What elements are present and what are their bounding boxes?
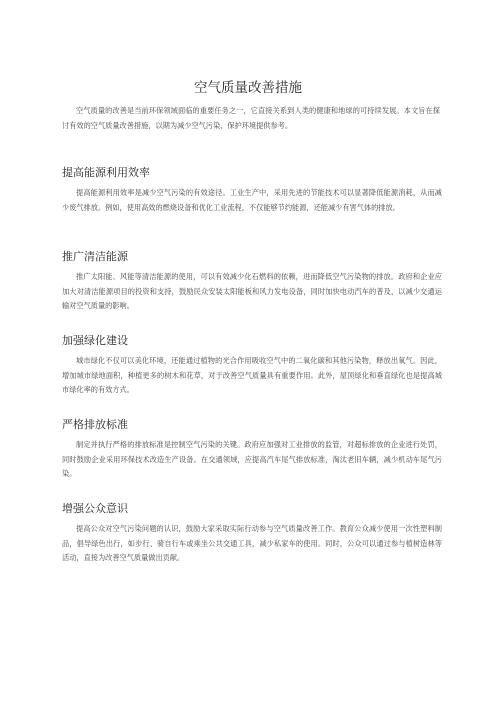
section-body: 提高能源利用效率是减少空气污染的有效途径。工业生产中，采用先进的节能技术可以显著降低能源消耗，从而减少废气排放。例如，使用高效的燃烧设备和优化工业流程，不仅能够节约能源，还能减少有害气体的排放。 [62,188,442,212]
section-clean-energy [62,249,442,314]
document-title: 空气质量改善措施 [194,80,302,96]
section-body: 提高公众对空气污染问题的认识，鼓励大家采取实际行动参与空气质量改善工作。教育公众减少使用一次性塑料制品，倡导绿色出行，如步行、骑自行车或乘坐公共交通工具，减少私家车的使用。同时，公众可以通过参与植树造林等活动，直接为改善空气质量做出贡献。 [62,524,442,563]
section-heading: 严格排放标准 [62,418,128,431]
section-heading: 提高能源利用效率 [62,166,150,179]
section-heading: 推广清洁能源 [62,250,128,263]
section-emission-standards [62,417,442,482]
section-energy-efficiency [62,165,442,215]
section-body: 城市绿化不仅可以美化环境，还能通过植物的光合作用吸收空气中的二氧化碳和其他污染物，释放出氧气。因此，增加城市绿地面积，种植更多的树木和花草，对于改善空气质量具有重要作用。此外，屋顶绿化和垂直绿化也是提高城市绿化率的有效方式。 [62,356,442,395]
section-heading: 加强绿化建设 [62,334,128,347]
section-public-awareness [62,501,442,566]
section-heading: 增强公众意识 [62,502,128,515]
section-body: 制定并执行严格的排放标准是控制空气污染的关键。政府应加强对工业排放的监管，对超标排放的企业进行处罚，同时鼓励企业采用环保技术改造生产设备。在交通领域，应提高汽车尾气排放标准，淘汰老旧车辆，减少机动车尾气污染。 [62,440,442,479]
section-greening [62,333,442,398]
intro-paragraph: 空气质量的改善是当前环保领域面临的重要任务之一，它直接关系到人类的健康和地球的可持续发展。本文旨在探讨有效的空气质量改善措施，以期为减少空气污染、保护环境提供参考。 [62,106,440,130]
section-body: 推广太阳能、风能等清洁能源的使用，可以有效减少化石燃料的依赖，进而降低空气污染物的排放。政府和企业应加大对清洁能源项目的投资和支持，鼓励民众安装太阳能板和风力发电设备，同时加快电动汽车的普及，以减少交通运输对空气质量的影响。 [62,272,442,311]
